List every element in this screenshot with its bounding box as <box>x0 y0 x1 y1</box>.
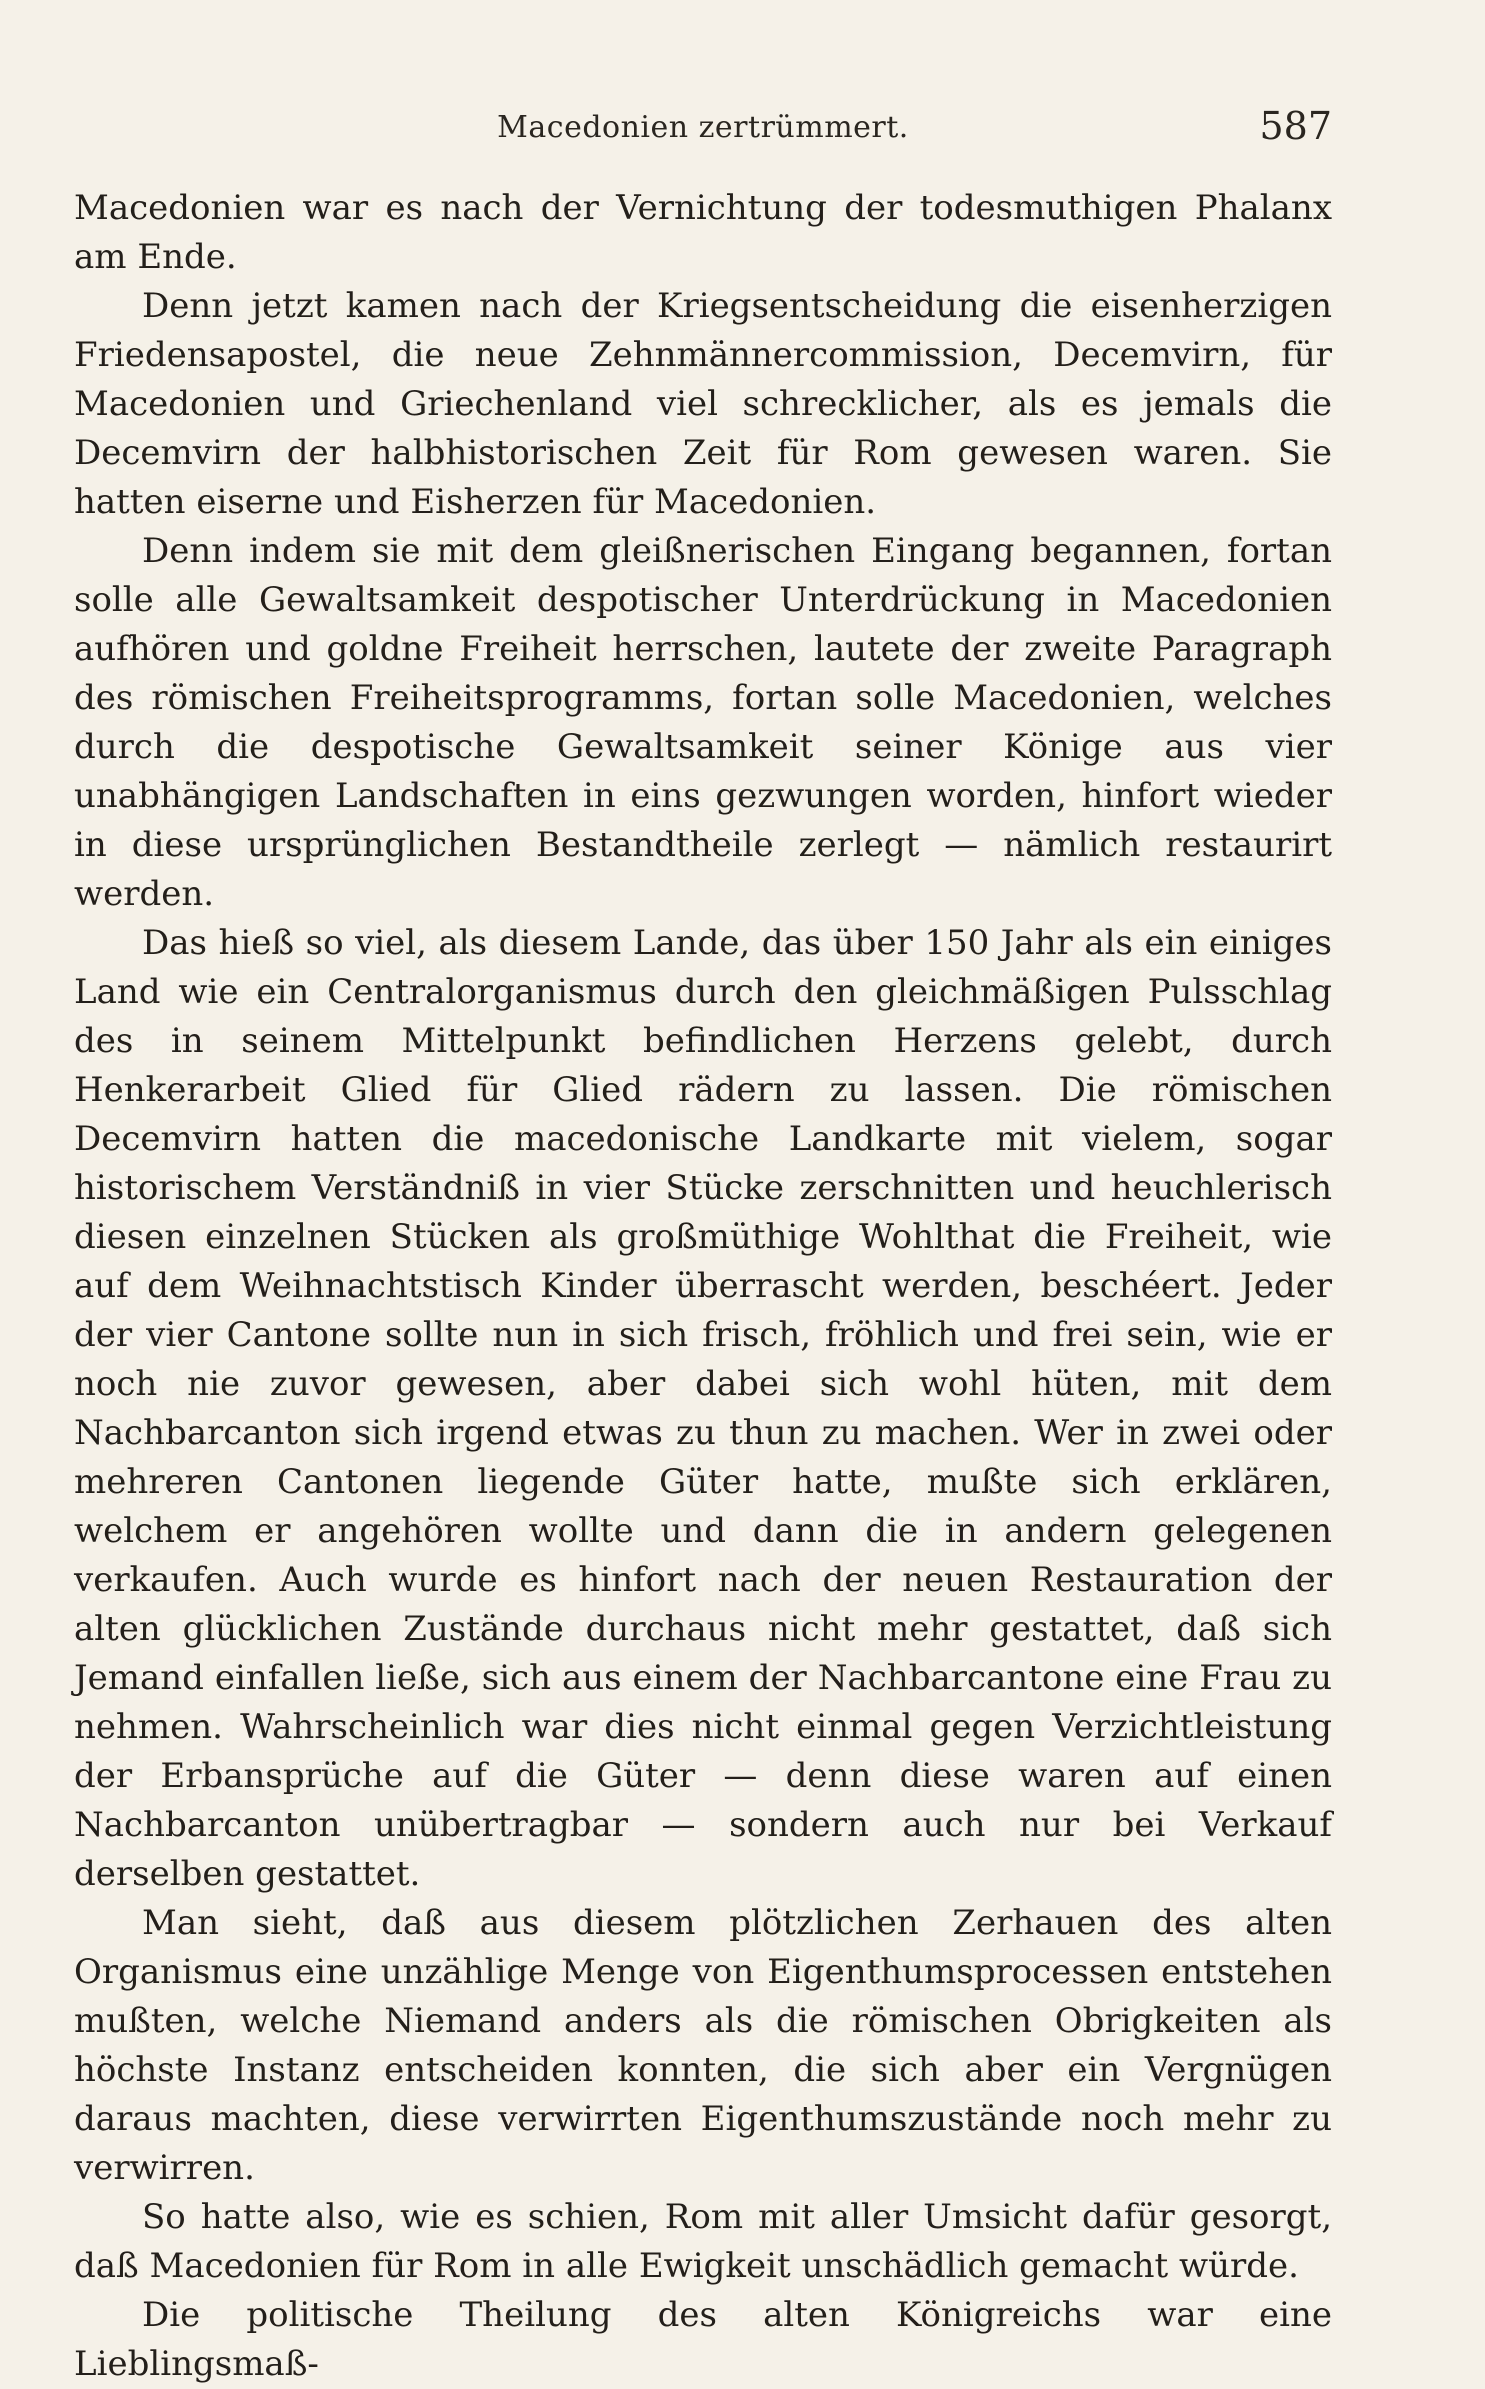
running-head <box>74 104 1332 156</box>
paragraph-7: Die politische Theilung des alten Königreichs war eine Lieblingsmaß- <box>74 2295 1332 2384</box>
page-number: 587 <box>1259 104 1332 148</box>
body-text <box>74 184 1332 2389</box>
paragraph-3: Denn indem sie mit dem gleißnerischen Eingang begannen, fortan solle alle Gewaltsamkeit despotischer Unterdrückung in Macedonien aufhören und goldne Freiheit herrschen, lautete der zweite Paragraph des römischen Freiheitsprogramms, fortan solle Macedonien, welches durch die despotische Gewaltsamkeit seiner Könige aus vier unabhängigen Landschaften in eins gezwungen worden, hinfort wieder in diese ursprünglichen Bestandtheile zerlegt — nämlich restaurirt werden. <box>74 531 1332 914</box>
paragraph-2: Denn jetzt kamen nach der Kriegsentscheidung die eisenherzigen Friedensapostel, die neue Zehnmännercommission, Decemvirn, für Macedonien und Griechenland viel schrecklicher, als es jemals die Decemvirn der halbhistorischen Zeit für Rom gewesen waren. Sie hatten eiserne und Eisherzen für Macedonien. <box>74 286 1332 522</box>
paragraph-1: Macedonien war es nach der Vernichtung der todesmuthigen Phalanx am Ende. <box>74 188 1332 277</box>
paragraph-6: So hatte also, wie es schien, Rom mit aller Umsicht dafür gesorgt, daß Macedonien für Rom in alle Ewigkeit unschädlich gemacht würde. <box>74 2197 1332 2286</box>
running-title: Macedonien zertrümmert. <box>497 110 909 145</box>
paragraph-4: Das hieß so viel, als diesem Lande, das über 150 Jahr als ein einiges Land wie ein Centralorganismus durch den gleichmäßigen Pulsschlag des in seinem Mittelpunkt befindlichen Herzens gelebt, durch Henkerarbeit Glied für Glied rädern zu lassen. Die römischen Decemvirn hatten die macedonische Landkarte mit vielem, sogar historischem Verständniß in vier Stücke zerschnitten und heuchlerisch diesen einzelnen Stücken als großmüthige Wohlthat die Freiheit, wie auf dem Weihnachtstisch Kinder überrascht werden, beschéert. Jeder der vier Cantone sollte nun in sich frisch, fröhlich und frei sein, wie er noch nie zuvor gewesen, aber dabei sich wohl hüten, mit dem Nachbarcanton sich irgend etwas zu thun zu machen. Wer in zwei oder mehreren Cantonen liegende Güter hatte, mußte sich erklären, welchem er angehören wollte und dann die in andern gelegenen verkaufen. Auch wurde es hinfort nach der neuen Restauration der alten glücklichen Zustände durchaus nicht mehr gestattet, daß sich Jemand einfallen ließe, sich aus einem der Nachbarcantone eine Frau zu nehmen. Wahrscheinlich war dies nicht einmal gegen Verzichtleistung der Erbansprüche auf die Güter — denn diese waren auf einen Nachbarcanton unübertragbar — sondern auch nur bei Verkauf derselben gestattet. <box>74 923 1332 1894</box>
paragraph-5: Man sieht, daß aus diesem plötzlichen Zerhauen des alten Organismus eine unzählige Menge von Eigenthumsprocessen entstehen mußten, welche Niemand anders als die römischen Obrigkeiten als höchste Instanz entscheiden konnten, die sich aber ein Vergnügen daraus machten, diese verwirrten Eigenthumszustände noch mehr zu verwirren. <box>74 1903 1332 2188</box>
